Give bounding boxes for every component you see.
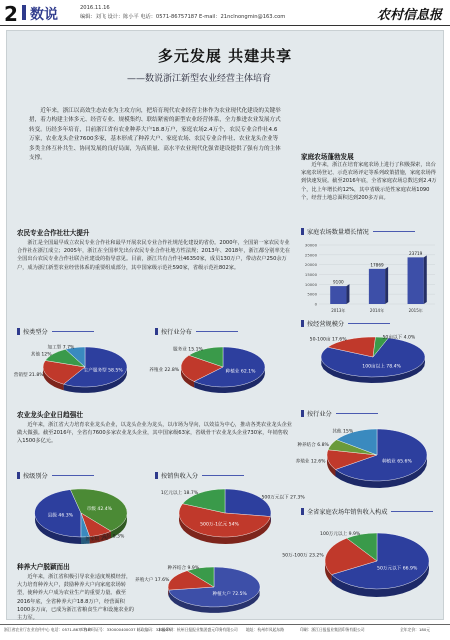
pie-slice-label: 50-100亩 17.6% — [309, 337, 347, 343]
bar-side — [424, 255, 427, 304]
pie-slice-label: 省级 8.3% — [102, 534, 125, 540]
farm-text: 近年来，浙江在培育家庭农场上进行了积极探索，出台家庭农场登记、示范农场评定等系列政策措施，家庭农场得到快速发展。截至2016年底，全省家庭农场总数达到2.4万个，比上年增长约12%，其中省级示范性家庭农场1090个，经营土地总面积达到200多万亩。 — [301, 162, 437, 201]
bar — [369, 269, 385, 304]
y-tick-label: 15000 — [304, 272, 317, 277]
pie-slice-label: 加工型 7.7% — [47, 345, 75, 351]
pie-slice-label: 1亿元以上 18.7% — [160, 491, 199, 496]
article-subtitle: ——数说浙江新型农业经营主体培育 — [127, 74, 272, 84]
article-panel — [6, 30, 444, 620]
coop-type-pie — [13, 341, 149, 401]
y-tick-label: 0 — [314, 301, 317, 307]
section-name: 数说 — [30, 7, 58, 23]
grower-type-pie — [134, 559, 289, 619]
intro-paragraph: 近年来，浙江以高效生态农业为主攻方向，把培育现代农业经营主体作为农业现代化建设的关键举措，着力构建主体多元、经营专业、规模集约、联结紧密的新型农业经营体系，全力推进农业发展方式转变。历经多年培育，目前浙江省有农业种养大户18.8万户，家庭农场2.4万个，农民专业合作社4.6万家，农业龙头企业7600多家，基本形成了种养大户、家庭农场、农民专业合作社、农业龙头企业等多类主体互补共生、协同发展的良好局面，为高质量、高水平农业现代化强省建设提供了强有力的主体支撑。 — [29, 108, 281, 162]
page-number: 2 — [4, 2, 18, 26]
bar-side — [385, 267, 388, 304]
pie-slice-label: 50万-100万 23.2% — [282, 553, 324, 559]
footer-cell: 广告许可证号：330000400037 邮政编码：310007 — [80, 627, 171, 632]
footer-cell: 全年定价：180元 — [400, 627, 431, 632]
farm-industry-title: 按行业分 — [301, 409, 378, 418]
farm-growth-title: 家庭农场数量增长情况 — [301, 227, 415, 236]
y-tick-label: 30000 — [304, 242, 317, 248]
y-tick-label: 25000 — [304, 252, 317, 258]
pie-slice-label: 500万-1亿元 54% — [200, 522, 239, 528]
farm-heading: 家庭农场蓬勃发展 — [301, 153, 354, 161]
page-header — [0, 0, 450, 26]
pie-slice-label: 100亩以上 78.4% — [362, 364, 401, 370]
farm-industry-pie — [295, 421, 441, 501]
footer-cell: 浙江省农业厅农业宣传中心 电话：0571-86757187 — [4, 627, 93, 632]
dragon-level-title: 按级别分 — [17, 471, 94, 480]
grower-text: 近年来，浙江省积极引导农业适度规模经营，大力培育种养大户，鼓励种养大户向家庭农场转型，使种养大户成为农业生产的重要力量。截至2016年底，全省种养大户18.8万户，经营面积1000多万亩，已成为浙江省粮食生产和设施农业的主力军。 — [17, 574, 134, 622]
pie-slice-label: 100万元以上 9.9% — [320, 532, 361, 537]
x-tick-label: 2014年 — [369, 308, 385, 313]
pie-slice-label: 种养结合 6.8% — [297, 443, 329, 448]
pie-slice-label: 种植业 65.6% — [381, 459, 412, 465]
farm-scale-pie — [303, 331, 441, 393]
bar-value-label: 9100 — [332, 279, 344, 285]
farm-scale-title: 按经营规模分 — [301, 319, 390, 328]
section-bar — [22, 5, 26, 20]
page-footer — [0, 624, 450, 640]
pie-slice — [225, 489, 271, 517]
pie-slice-label: 市级 42.4% — [86, 507, 113, 513]
pie-slice-label: 种植业 62.1% — [225, 369, 256, 375]
dragon-text: 近年来，浙江省大力培育农业龙头企业，以龙头企业为龙头，以市场为导向，以效益为中心，推动各类农业龙头企业做大做强。截至2016年，全省有7600多家农业龙头企业，其中国家级63家，省级骨干农业龙头企业730家，年销售收入1500多亿元。 — [17, 422, 292, 445]
pie-slice-label: 其他 12% — [30, 352, 52, 358]
bar — [330, 286, 346, 304]
bar-value-label: 17869 — [370, 262, 384, 268]
coop-industry-title: 按行业分布 — [155, 327, 238, 336]
pie-slice-label: 50万元以下 66.9% — [377, 566, 418, 572]
y-tick-label: 20000 — [304, 262, 317, 268]
coop-heading: 农民专业合作社壮大提升 — [17, 229, 90, 237]
bar — [408, 257, 424, 304]
pie-slice-label: 国家级 3% — [85, 537, 109, 543]
newspaper-masthead: 农村信息报 — [376, 8, 442, 23]
pie-slice-label: 种养结合 9.9% — [167, 566, 200, 571]
issue-date: 2016.11.16 — [80, 5, 110, 11]
pie-slice-label: 养殖业 22.8% — [149, 368, 180, 373]
footer-cell: 地址：杭州市凤起东路 — [246, 627, 284, 632]
pie-slice-label: 其他 15% — [332, 429, 354, 435]
dragon-heading: 农业龙头企业日趋强壮 — [17, 411, 83, 419]
x-tick-label: 2013年 — [331, 308, 346, 313]
pie-slice-label: 500万元以下 27.3% — [261, 495, 305, 501]
article-title: 多元发展 共建共享 — [157, 47, 293, 65]
pie-slice-label: 县级 46.3% — [47, 513, 74, 519]
footer-cell: 本报印刷：杭州日报报业集团盛元印务有限公司 — [158, 627, 238, 632]
pie-slice-label: 养殖业 12.6% — [295, 459, 326, 465]
pie-slice-label: 营销型 21.8% — [13, 373, 44, 379]
dragon-sales-pie — [155, 483, 305, 553]
coop-type-title: 按类型分 — [17, 327, 94, 336]
dragon-sales-title: 按销售收入分 — [155, 471, 244, 480]
pie-slice-label: 生产服务型 58.5% — [83, 368, 123, 374]
farm-growth-bar-chart — [303, 239, 439, 314]
y-tick-label: 5000 — [307, 291, 317, 297]
editor-info: 编辑：刘飞 设计：陈小平 电话：0571-86757187 E-mail：21nclnongmin@163.com — [80, 14, 286, 20]
coop-industry-pie — [149, 341, 287, 401]
dragon-level-pie — [19, 483, 149, 553]
y-tick-label: 10000 — [304, 281, 317, 287]
farm-income-pie — [282, 521, 441, 611]
pie-slice-label: 种植大户 72.5% — [212, 591, 247, 597]
pie-slice-label: 50亩以下 4.0% — [382, 335, 416, 341]
pie-slice-label: 养殖大户 17.6% — [134, 577, 170, 583]
x-tick-label: 2015年 — [408, 308, 423, 313]
farm-income-title: 全省家庭农场年销售收入构成 — [301, 507, 433, 516]
coop-text: 浙江是全国最早成立农民专业合作社和最早开展农民专业合作社规范化建设的省份。2000年，全国第一家农民专业合作社在浙江成立；2005年，浙江在全国率先出台农民专业合作社地方性法规；2013年、2018年，浙江都分别率先在全国出台农民专业合作社联合社建设的指导意见。目前，浙江共有合作社46350家，成员130万户，带动农户250余万户，成为浙江新型农业经营体系的重要组成部分，其中国家级示范社590家，省级示范社802家。 — [17, 240, 291, 271]
footer-cell: 印刷：浙江日报报业集团印务有限公司 — [300, 627, 365, 632]
bar-side — [346, 284, 349, 304]
pie-slice-label: 服务业 15.1% — [173, 347, 203, 353]
bar-value-label: 23719 — [409, 250, 423, 256]
grower-heading: 种养大户脱颖而出 — [17, 563, 70, 571]
